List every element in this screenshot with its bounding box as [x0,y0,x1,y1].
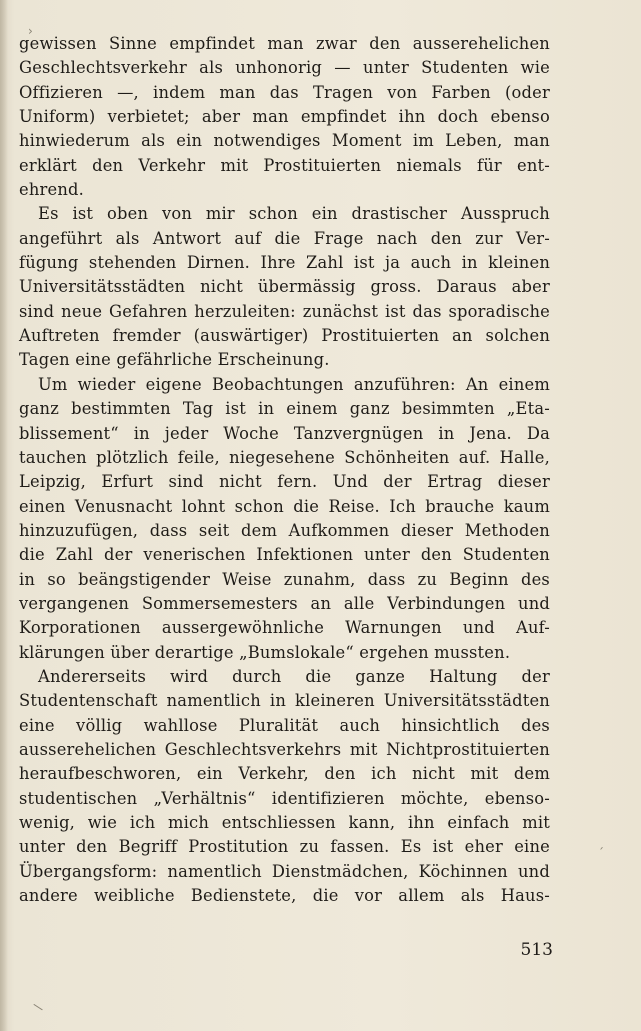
text-line: Übergangsform: namentlich Dienstmädchen, Köchinnen und [19,861,550,881]
page-number: 513 [520,940,553,960]
scan-mark: \ [31,1000,45,1014]
page-edge-shadow [0,0,8,1031]
text-line: heraufbeschworen, ein Verkehr, den ich nicht mit dem [19,764,550,784]
text-line: Korporationen aussergewöhnliche Warnungen und Auf- [19,618,550,638]
text-line: Uniform) verbietet; aber man empfindet ihn doch ebenso [19,107,550,127]
text-line: Leipzig, Erfurt sind nicht fern. Und der Ertrag dieser [19,472,550,492]
text-line: klärungen über derartige „Bumslokale“ ergehen mussten. [19,642,511,662]
scan-mark: › [28,24,33,38]
text-line: gewissen Sinne empfindet man zwar den ausserehelichen [19,34,550,53]
text-line: Offizieren —, indem man das Tragen von Farben (oder [19,82,550,102]
body-text [19,32,550,908]
text-line: die Zahl der venerischen Infektionen unter den Studenten [19,545,550,565]
text-line: Studentenschaft namentlich in kleineren Universitätsstädten [19,691,550,711]
text-line: andere weibliche Bedienstete, die vor allem als Haus- [19,886,550,906]
text-line: Auftreten fremder (auswärtiger) Prostituierten an solchen [19,326,550,346]
text-line: blissement“ in jeder Woche Tanzvergnügen in Jena. Da [19,423,550,443]
paragraph-first-line: Es ist oben von mir schon ein drastischer Ausspruch [38,204,550,224]
scan-mark: ´ [598,846,604,860]
text-line: tauchen plötzlich feile, niegesehene Schönheiten auf. Halle, [19,447,550,467]
text-line: hinwiederum als ein notwendiges Moment im Leben, man [19,131,550,151]
text-line: Universitätsstädten nicht übermässig gross. Daraus aber [19,277,550,297]
text-line: eine völlig wahllose Pluralität auch hinsichtlich des [19,715,550,735]
text-line: hinzuzufügen, dass seit dem Aufkommen dieser Methoden [19,520,550,540]
text-line: ehrend. [19,180,85,200]
text-line: vergangenen Sommersemesters an alle Verbindungen und [19,593,550,613]
text-line: wenig, wie ich mich entschliessen kann, ihn einfach mit [19,813,550,832]
text-line: Tagen eine gefährliche Erscheinung. [19,350,330,370]
text-line: in so beängstigender Weise zunahm, dass zu Beginn des [19,569,550,589]
text-line: fügung stehenden Dirnen. Ihre Zahl ist ja auch in kleinen [19,253,550,273]
text-line: erklärt den Verkehr mit Prostituierten niemals für ent- [19,155,550,175]
text-line: sind neue Gefahren herzuleiten: zunächst ist das sporadische [19,301,550,321]
text-line: studentischen „Verhältnis“ identifizieren möchte, ebenso- [19,788,550,808]
text-line: ganz bestimmten Tag ist in einem ganz besimmten „Eta- [19,399,550,419]
text-line: Geschlechtsverkehr als unhonorig — unter Studenten wie [19,58,550,78]
text-line: ausserehelichen Geschlechtsverkehrs mit Nichtprostituierten [19,739,550,759]
text-line: angeführt als Antwort auf die Frage nach den zur Ver- [19,228,550,248]
text-line: einen Venusnacht lohnt schon die Reise. Ich brauche kaum [19,496,550,516]
text-line: unter den Begriff Prostitution zu fassen. Es ist eher eine [19,837,550,857]
paragraph-first-line: Andererseits wird durch die ganze Haltung der [38,666,550,686]
paragraph-first-line: Um wieder eigene Beobachtungen anzuführen: An einem [38,374,550,394]
